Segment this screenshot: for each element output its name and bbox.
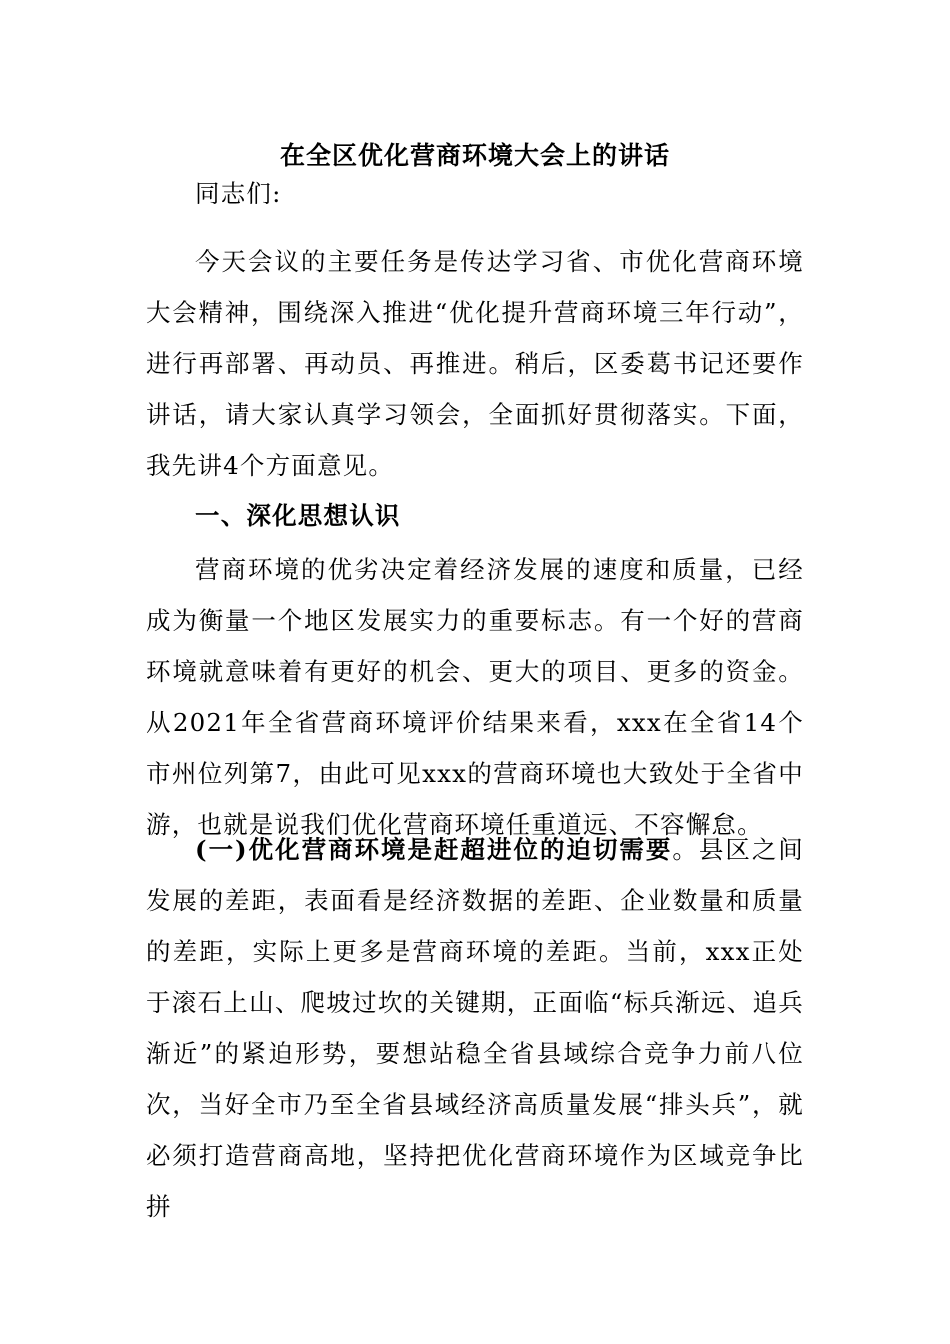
paragraph-3-body: 。县区之间发展的差距，表面看是经济数据的差距、企业数量和质量的差距，实际上更多是营商环境的差距。当前，xxx正处于滚石上山、爬坡过坎的关键期，正面临“标兵渐远、追兵渐近”的紧迫形势，要想站稳全省县域综合竞争力前八位次，当好全市乃至全省县域经济高质量发展“排头兵”，就必须打造营商高地，坚持把优化营商环境作为区域竞争比拼 xyxy=(146,835,805,1221)
section-heading-1: 一、深化思想认识 xyxy=(195,501,401,530)
paragraph-3 xyxy=(146,824,804,1232)
paragraph-intro: 今天会议的主要任务是传达学习省、市优化营商环境大会精神，围绕深入推进“优化提升营商环境三年行动”，进行再部署、再动员、再推进。稍后，区委葛书记还要作讲话，请大家认真学习领会，全面抓好贯彻落实。下面，我先讲4个方面意见。 xyxy=(146,247,804,480)
document-title: 在全区优化营商环境大会上的讲话 xyxy=(279,141,670,170)
paragraph-3-lead: (一)优化营商环境是赶超进位的迫切需要 xyxy=(195,835,673,864)
paragraph-2: 营商环境的优劣决定着经济发展的速度和质量，已经成为衡量一个地区发展实力的重要标志。有一个好的营商环境就意味着有更好的机会、更大的项目、更多的资金。从2021年全省营商环境评价结果来看，xxx在全省14个市州位列第7，由此可见xxx的营商环境也大致处于全省中游，也就是说我们优化营商环境任重道远、不容懈怠。 xyxy=(146,555,804,839)
greeting: 同志们: xyxy=(195,179,282,208)
